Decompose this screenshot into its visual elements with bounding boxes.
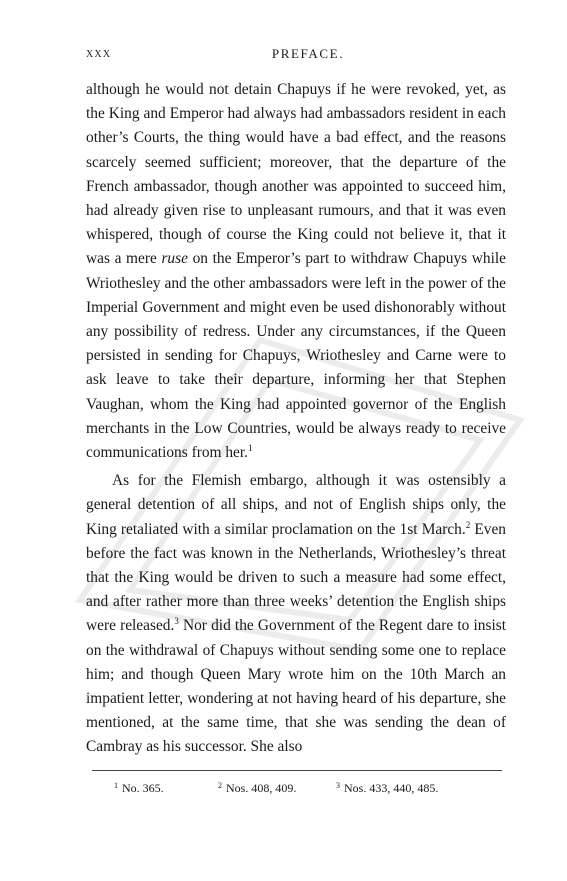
text-run: on the Emperor’s part to withdraw Chapuys while Wriothesley and the other ambassadors were left in the power of the Imperial Government and might even be used dishonorably without any possibility of redress. Under any circumstances, if the Queen persisted in sending for Chapuys, Wriothesley and Carne were to ask leave to take their departure, informing her that Stephen Vaughan, whom the King had appointed governor of the English merchants in the Low Countries, would be always ready to receive communications from her. [86,250,506,462]
footnote-text: No. 365. [122,780,164,795]
text-run: Even before the fact was known in the Netherlands, Wriothesley’s threat that the King would be driven to such a measure had some effect, and after rather more than three weeks’ detention the English ships were released. [86,520,506,635]
footnote-reference: 3 [174,616,179,627]
footnote-1 [114,781,164,796]
running-title: PREFACE. [271,46,345,61]
text-run: although he would not detain Chapuys if he were revoked, yet, as the King and Emperor had always had ambassadors resident in each other’s Courts, the thing would have a bad effect, and the reasons scarcely seemed sufficient; moreover, that the departure of the French ambassador, though another was appointed to succeed him, had already given rise to unpleasant rumours, and that it was even whispered, though of course the King could not believe it, that it was a mere [86,81,506,268]
page-number: xxx [86,46,112,61]
footnotes [86,781,506,799]
body-text [86,78,506,760]
footnote-mark: 2 [218,780,222,790]
footnote-reference: 1 [248,443,253,454]
footnote-rule [92,770,502,771]
paragraph [86,469,506,759]
text-run: As for the Flemish embargo, although it was ostensibly a general detention of all ships, and not of English ships only, the King retaliated with a similar proclamation on the 1st March. [86,472,506,538]
text-run: Nor did the Government of the Regent dare to insist on the withdrawal of Chapuys without sending some one to replace him; and though Queen Mary wrote him on the 10th March an impatient letter, wondering at not having heard of his departure, she mentioned, at the same time, that she was sending the dean of Cambray as his successor. She also [86,617,506,756]
book-page [86,46,506,799]
italic-text: ruse [161,250,188,268]
footnote-2 [218,781,296,796]
footnote-text: Nos. 408, 409. [226,780,297,795]
footnote-reference: 2 [465,519,471,530]
paragraph [86,78,506,465]
footnote-mark: 1 [114,780,118,790]
footnote-3 [336,781,438,796]
footnote-mark: 3 [336,780,340,790]
footnote-text: Nos. 433, 440, 485. [344,780,439,795]
running-head [86,46,506,68]
